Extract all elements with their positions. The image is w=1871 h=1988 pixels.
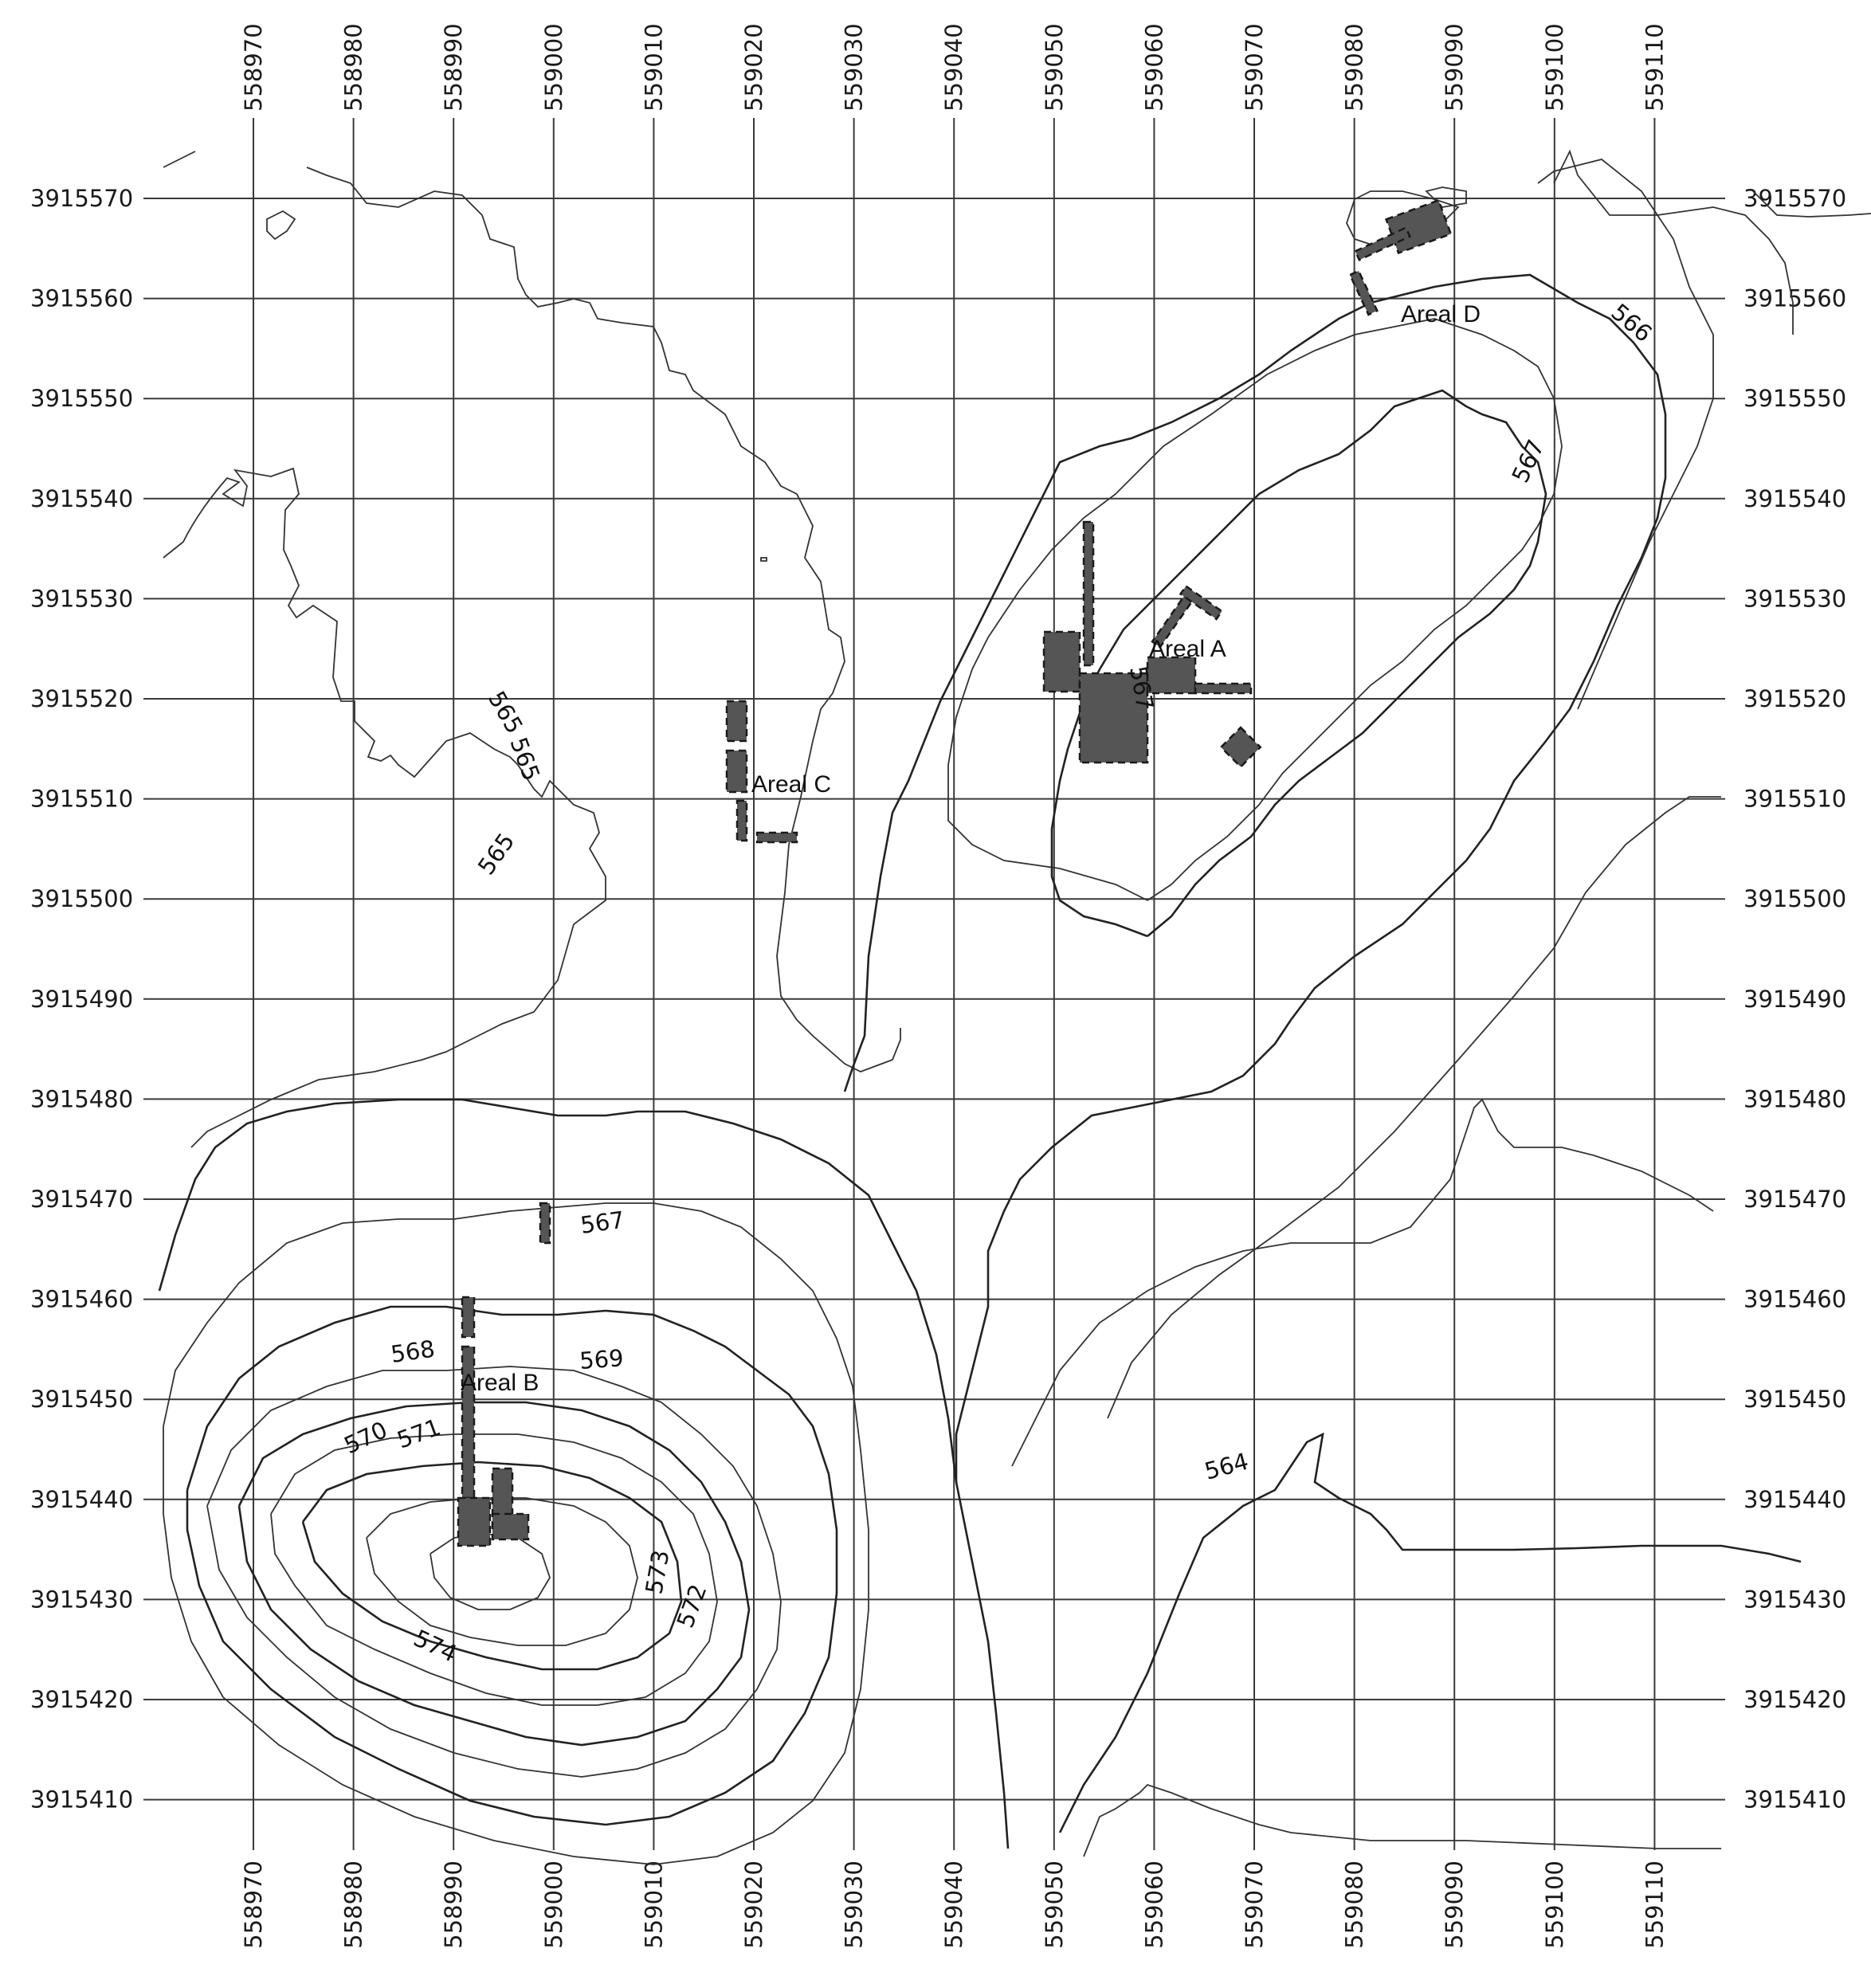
contour-label: 567 (579, 1206, 626, 1239)
x-coordinate-label-bottom: 559090 (1441, 1861, 1469, 1949)
contour-label: 565 (472, 828, 520, 880)
x-coordinate-label-bottom: 559100 (1540, 1861, 1568, 1949)
trench-B-box-1 (458, 1498, 490, 1546)
y-coordinate-label-right: 3915550 (1744, 385, 1847, 413)
x-coordinate-label-bottom: 558990 (440, 1861, 468, 1949)
contour-565-north (307, 167, 900, 1072)
y-coordinate-label-left: 3915490 (30, 985, 134, 1013)
area-label-b: Areal B (461, 1370, 539, 1396)
x-coordinate-label-bottom: 558970 (240, 1861, 267, 1949)
contour-label: 568 (389, 1335, 437, 1368)
contour-island-1 (267, 211, 295, 239)
contour-label: 570 (339, 1416, 392, 1460)
contour-565-east (1012, 1100, 1713, 1466)
y-coordinate-label-right: 3915520 (1744, 685, 1847, 712)
y-coordinate-label-right: 3915470 (1744, 1186, 1847, 1213)
x-coordinate-label-top: 559100 (1540, 23, 1568, 112)
y-coordinate-label-right: 3915510 (1744, 785, 1847, 813)
y-coordinate-label-right: 3915570 (1744, 185, 1847, 212)
y-coordinate-label-left: 3915470 (30, 1186, 134, 1213)
area-label-d: Areal D (1401, 301, 1481, 327)
x-coordinate-label-bottom: 558980 (339, 1861, 367, 1949)
contour-566-ridge (1538, 159, 1713, 709)
trench-C-4 (757, 833, 797, 842)
x-coordinate-label-top: 559080 (1340, 23, 1368, 112)
y-coordinate-label-left: 3915480 (30, 1085, 134, 1113)
y-coordinate-label-right: 3915450 (1744, 1386, 1847, 1414)
x-coordinate-label-top: 558980 (339, 23, 367, 112)
contour-573 (303, 1462, 681, 1669)
trench-C-3 (737, 801, 747, 841)
y-coordinate-label-left: 3915570 (30, 185, 134, 212)
trench-B-box-3 (492, 1514, 528, 1539)
trench-C-1 (727, 701, 747, 741)
x-coordinate-label-top: 559050 (1040, 23, 1068, 112)
y-coordinate-label-left: 3915530 (30, 585, 134, 613)
trench-D-1 (1387, 200, 1451, 253)
contour-571 (239, 1402, 749, 1745)
x-coordinate-label-bottom: 559000 (539, 1861, 567, 1949)
y-coordinate-label-left: 3915550 (30, 385, 134, 413)
y-coordinate-label-right: 3915540 (1744, 484, 1847, 512)
contour-label: 571 (393, 1413, 445, 1454)
x-coordinate-label-top: 559070 (1241, 23, 1268, 112)
x-coordinate-label-top: 559020 (740, 23, 767, 112)
contour-label: 565 (504, 733, 546, 785)
trench-A-east (1195, 684, 1251, 693)
contour-label: 573 (640, 1547, 675, 1597)
y-coordinate-label-right: 3915500 (1744, 885, 1847, 913)
x-coordinate-label-top: 558990 (440, 23, 468, 112)
x-coordinate-label-top: 559110 (1641, 23, 1669, 112)
coordinate-grid (30, 23, 1846, 1948)
y-coordinate-label-right: 3915530 (1744, 585, 1847, 613)
contour-564 (1060, 1434, 1801, 1833)
contour-565-west (163, 151, 606, 1147)
contour-label: 566 (1606, 298, 1657, 347)
y-coordinate-label-left: 3915560 (30, 284, 134, 312)
trench-B-north (540, 1203, 550, 1243)
x-coordinate-label-bottom: 559040 (940, 1861, 968, 1949)
y-coordinate-label-left: 3915520 (30, 685, 134, 712)
contour-label: 567 (1124, 664, 1159, 712)
y-coordinate-label-right: 3915410 (1744, 1786, 1847, 1814)
y-coordinate-label-right: 3915460 (1744, 1285, 1847, 1313)
contour-570 (207, 1367, 781, 1777)
y-coordinate-label-right: 3915490 (1744, 985, 1847, 1013)
y-coordinate-label-right: 3915420 (1744, 1686, 1847, 1713)
trench-A-strip (1084, 522, 1093, 665)
y-coordinate-label-left: 3915510 (30, 785, 134, 813)
x-coordinate-label-bottom: 559070 (1241, 1861, 1268, 1949)
x-coordinate-label-bottom: 559080 (1340, 1861, 1368, 1949)
x-coordinate-label-top: 559010 (640, 23, 668, 112)
contour-lines (159, 151, 1871, 1864)
x-coordinate-label-top: 559000 (539, 23, 567, 112)
y-coordinate-label-right: 3915560 (1744, 284, 1847, 312)
contour-566-east (1108, 797, 1721, 1418)
y-coordinate-label-left: 3915460 (30, 1285, 134, 1313)
y-coordinate-label-right: 3915480 (1744, 1085, 1847, 1113)
contour-label: 564 (1202, 1447, 1252, 1485)
y-coordinate-label-right: 3915430 (1744, 1586, 1847, 1614)
contour-island-2 (761, 558, 767, 561)
contour-label: 572 (671, 1580, 712, 1632)
x-coordinate-label-bottom: 559110 (1641, 1861, 1669, 1949)
y-coordinate-label-left: 3915450 (30, 1386, 134, 1414)
contour-label: 569 (579, 1344, 625, 1374)
trench-C-2 (727, 751, 747, 792)
y-coordinate-label-left: 3915410 (30, 1786, 134, 1814)
contour-label: 565 (482, 686, 529, 739)
y-coordinate-label-left: 3915420 (30, 1686, 134, 1713)
y-coordinate-label-left: 3915440 (30, 1485, 134, 1513)
trench-A-main-1 (1044, 632, 1080, 692)
x-coordinate-label-bottom: 559060 (1140, 1861, 1168, 1949)
x-coordinate-label-bottom: 559050 (1040, 1861, 1068, 1949)
x-coordinate-label-top: 559090 (1441, 23, 1469, 112)
y-coordinate-label-left: 3915540 (30, 484, 134, 512)
x-coordinate-label-top: 559040 (940, 23, 968, 112)
contour-563 (1084, 1785, 1721, 1857)
x-coordinate-label-bottom: 559020 (740, 1861, 767, 1949)
contour-label: 574 (410, 1624, 461, 1668)
area-label-c: Areal C (751, 771, 832, 798)
x-coordinate-label-bottom: 559010 (640, 1861, 668, 1949)
y-coordinate-label-right: 3915440 (1744, 1485, 1847, 1513)
area-label-a: Areal A (1149, 636, 1226, 662)
contour-labels (340, 298, 1657, 1667)
y-coordinate-label-left: 3915430 (30, 1586, 134, 1614)
x-coordinate-label-top: 558970 (240, 23, 267, 112)
x-coordinate-label-bottom: 559030 (840, 1861, 868, 1949)
x-coordinate-label-top: 559060 (1140, 23, 1168, 112)
x-coordinate-label-top: 559030 (840, 23, 868, 112)
contour-label: 567 (1506, 435, 1550, 487)
trench-B-strip-1 (462, 1297, 474, 1337)
y-coordinate-label-left: 3915500 (30, 885, 134, 913)
